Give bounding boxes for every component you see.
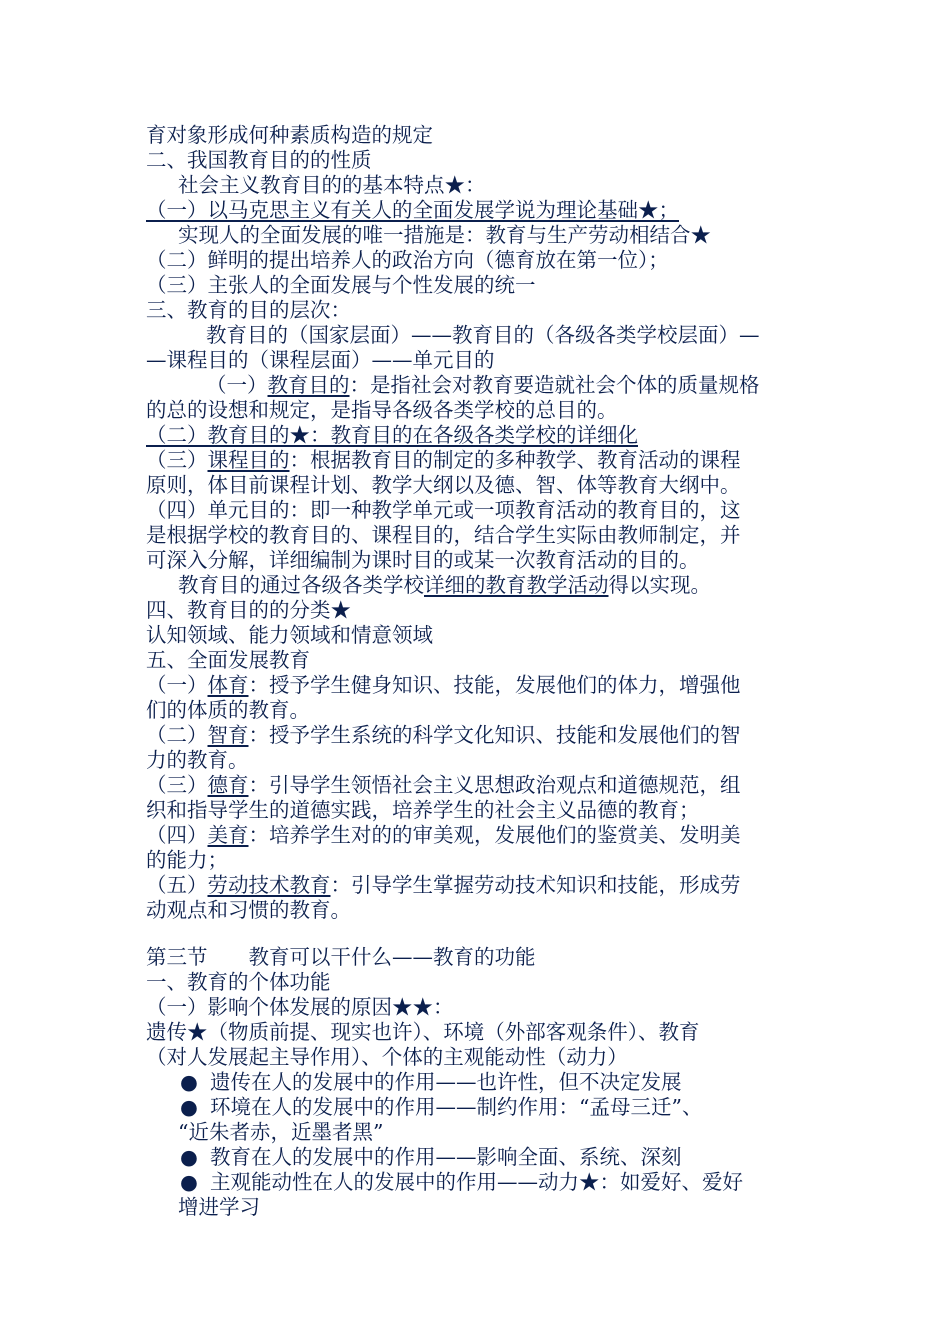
term-underlined: 智育 <box>207 723 249 747</box>
text-line-underlined: （一）以马克思主义有关人的全面发展学说为理论基础★； <box>146 198 679 222</box>
list-item <box>180 1095 840 1120</box>
text-line-underlined: （二）教育目的★：教育目的在各级各类学校的详细化 <box>146 423 638 447</box>
text-suffix: ：培养学生对的的审美观，发展他们的鉴赏美、发明美 <box>248 823 741 847</box>
definition-line <box>178 573 838 598</box>
text-prefix: （三） <box>146 773 208 797</box>
text-line: （四）单元目的：即一种教学单元或一项教育活动的教育目的，这 <box>146 498 741 522</box>
text-prefix: 教育目的通过各级各类学校 <box>178 573 424 597</box>
text-prefix: （一） <box>146 673 208 697</box>
text-line: 的总的设想和规定，是指导各级各类学校的总目的。 <box>146 398 618 422</box>
section-heading: 四、教育目的的分类★ <box>146 598 351 622</box>
definition-line <box>146 773 806 798</box>
text-suffix: ：根据教育目的制定的多种教学、教育活动的课程 <box>289 448 741 472</box>
definition-line <box>146 723 806 748</box>
text-suffix: ：引导学生领悟社会主义思想政治观点和道德规范，组 <box>248 773 741 797</box>
text-prefix: （三） <box>146 448 208 472</box>
list-item-text: 环境在人的发展中的作用——制约作用：“孟母三迁”、 <box>210 1095 703 1119</box>
text-suffix: ：授予学生系统的科学文化知识、技能和发展他们的智 <box>248 723 741 747</box>
definition-line <box>206 373 866 398</box>
text-line: 是根据学校的教育目的、课程目的，结合学生实际由教师制定，并 <box>146 523 741 547</box>
bullet-icon: ● <box>180 1145 198 1169</box>
definition-line <box>146 448 806 473</box>
text-line: 们的体质的教育。 <box>146 698 310 722</box>
text-prefix: （五） <box>146 873 208 897</box>
chapter-heading: 第三节 教育可以干什么——教育的功能 <box>146 945 536 969</box>
list-item-text: 遗传在人的发展中的作用——也许性，但不决定发展 <box>210 1070 682 1094</box>
term-underlined: 美育 <box>207 823 249 847</box>
list-item-text: 主观能动性在人的发展中的作用——动力★：如爱好、爱好 <box>210 1170 743 1194</box>
text-prefix: （四） <box>146 823 208 847</box>
text-line: 原则，体目前课程计划、教学大纲以及德、智、体等教育大纲中。 <box>146 473 741 497</box>
list-item <box>180 1170 840 1195</box>
text-line: 实现人的全面发展的唯一措施是：教育与生产劳动相结合★ <box>178 223 711 247</box>
bullet-icon: ● <box>180 1095 198 1119</box>
section-heading: 五、全面发展教育 <box>146 648 310 672</box>
text-line: （一）影响个体发展的原因★★： <box>146 995 454 1019</box>
section-heading: 三、教育的目的层次： <box>146 298 351 322</box>
text-line: 动观点和习惯的教育。 <box>146 898 351 922</box>
text-line: —课程目的（课程层面）——单元目的 <box>146 348 495 372</box>
text-line: （对人发展起主导作用）、个体的主观能动性（动力） <box>146 1045 628 1069</box>
term-underlined: 课程目的 <box>207 448 290 472</box>
definition-line <box>146 873 806 898</box>
text-line: 增进学习 <box>178 1195 260 1219</box>
text-line: （三）主张人的全面发展与个性发展的统一 <box>146 273 536 297</box>
text-line: 的能力； <box>146 848 228 872</box>
bullet-icon: ● <box>180 1070 198 1094</box>
term-underlined: 详细的教育教学活动 <box>424 573 609 597</box>
list-item <box>180 1070 840 1095</box>
text-line: 可深入分解，详细编制为课时目的或某一次教育活动的目的。 <box>146 548 700 572</box>
text-line: 育对象形成何种素质构造的规定 <box>146 123 433 147</box>
text-line: 力的教育。 <box>146 748 249 772</box>
text-suffix: ：引导学生掌握劳动技术知识和技能，形成劳 <box>330 873 741 897</box>
text-line: 教育目的（国家层面）——教育目的（各级各类学校层面）— <box>206 323 760 347</box>
text-prefix: （一） <box>206 373 268 397</box>
text-suffix: ：授予学生健身知识、技能，发展他们的体力，增强他 <box>248 673 741 697</box>
text-prefix: （二） <box>146 723 208 747</box>
text-suffix: 得以实现。 <box>608 573 711 597</box>
term-underlined: 劳动技术教育 <box>207 873 331 897</box>
term-underlined: 德育 <box>207 773 249 797</box>
definition-line <box>146 823 806 848</box>
bullet-icon: ● <box>180 1170 198 1194</box>
definition-line <box>146 673 806 698</box>
text-line: “近朱者赤，近墨者黑” <box>178 1120 384 1144</box>
term-underlined: 体育 <box>207 673 249 697</box>
text-line: 认知领域、能力领域和情意领域 <box>146 623 433 647</box>
text-line: 遗传★（物质前提、现实也许）、环境（外部客观条件）、教育 <box>146 1020 700 1044</box>
section-heading: 一、教育的个体功能 <box>146 970 331 994</box>
text-line: （二）鲜明的提出培养人的政治方向（德育放在第一位）； <box>146 248 669 272</box>
list-item-text: 教育在人的发展中的作用——影响全面、系统、深刻 <box>210 1145 682 1169</box>
text-line: 织和指导学生的道德实践，培养学生的社会主义品德的教育； <box>146 798 700 822</box>
text-suffix: ：是指社会对教育要造就社会个体的质量规格 <box>349 373 760 397</box>
term-underlined: 教育目的 <box>267 373 350 397</box>
list-item <box>180 1145 840 1170</box>
text-line: 社会主义教育目的的基本特点★： <box>178 173 486 197</box>
section-heading: 二、我国教育目的的性质 <box>146 148 372 172</box>
